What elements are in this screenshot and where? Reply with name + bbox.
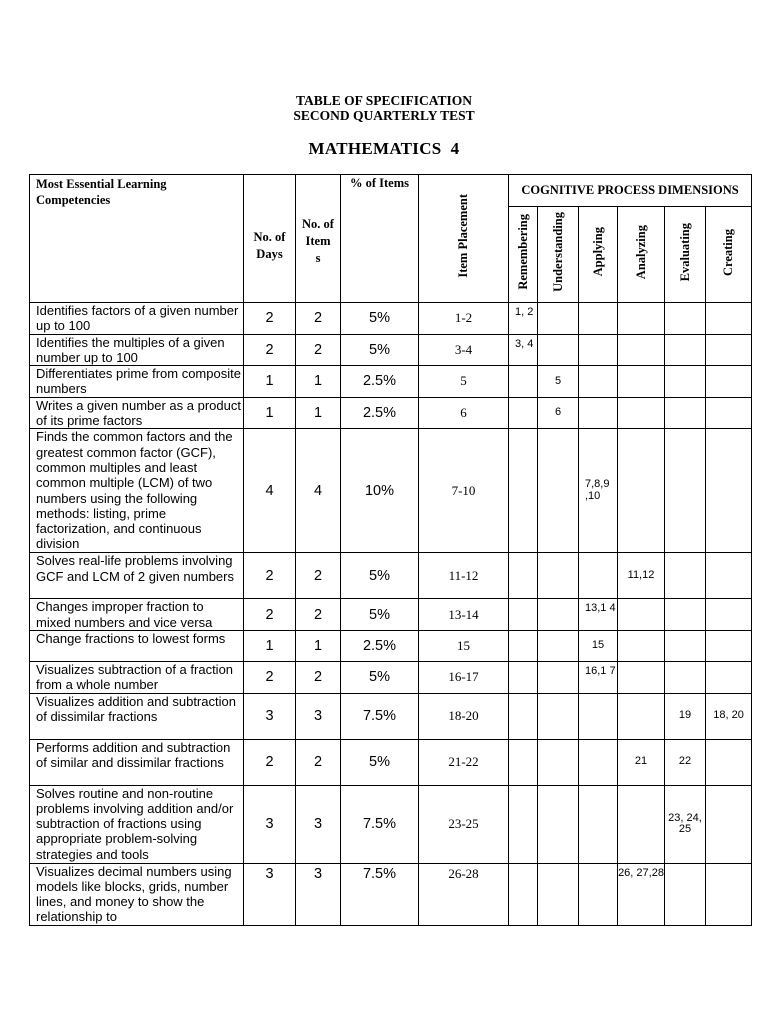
evaluating-cell: 23, 24, 25 <box>665 785 706 863</box>
analyzing-cell: 21 <box>618 739 665 785</box>
creating-cell <box>706 553 752 599</box>
evaluating-cell <box>665 630 706 661</box>
remembering-cell <box>509 429 538 553</box>
days-cell: 4 <box>244 429 296 553</box>
days-cell: 1 <box>244 630 296 661</box>
evaluating-cell <box>665 429 706 553</box>
analyzing-cell: 26, 27,28 <box>618 863 665 925</box>
evaluating-cell <box>665 863 706 925</box>
analyzing-cell: 11,12 <box>618 553 665 599</box>
placement-cell: 16-17 <box>419 661 509 693</box>
percent-cell: 5% <box>341 553 419 599</box>
remembering-cell <box>509 553 538 599</box>
evaluating-cell <box>665 553 706 599</box>
table-row <box>30 599 752 631</box>
days-cell: 2 <box>244 303 296 335</box>
understanding-cell <box>538 630 579 661</box>
competency-cell: Change fractions to lowest forms <box>30 630 244 661</box>
days-cell: 2 <box>244 739 296 785</box>
understanding-cell <box>538 661 579 693</box>
header-analyzing: Analyzing <box>618 207 665 303</box>
percent-cell: 5% <box>341 661 419 693</box>
creating-cell <box>706 429 752 553</box>
remembering-cell: 1, 2 <box>509 303 538 335</box>
items-cell: 3 <box>296 863 341 925</box>
placement-cell: 5 <box>419 366 509 398</box>
table-row <box>30 553 752 599</box>
understanding-cell <box>538 863 579 925</box>
header-understanding: Understanding <box>538 207 579 303</box>
remembering-cell <box>509 693 538 739</box>
placement-cell: 11-12 <box>419 553 509 599</box>
analyzing-cell <box>618 630 665 661</box>
table-row <box>30 630 752 661</box>
analyzing-cell <box>618 599 665 631</box>
understanding-cell <box>538 599 579 631</box>
items-cell: 1 <box>296 397 341 429</box>
creating-cell <box>706 334 752 366</box>
items-cell: 2 <box>296 661 341 693</box>
header-days: No. of Days <box>244 175 296 303</box>
applying-cell <box>579 693 618 739</box>
applying-cell: 7,8,9 ,10 <box>579 429 618 553</box>
days-cell: 3 <box>244 785 296 863</box>
items-cell: 3 <box>296 785 341 863</box>
analyzing-cell <box>618 397 665 429</box>
items-cell: 1 <box>296 366 341 398</box>
days-cell: 3 <box>244 863 296 925</box>
evaluating-cell: 19 <box>665 693 706 739</box>
competency-cell: Visualizes addition and subtraction of dissimilar fractions <box>30 693 244 739</box>
placement-cell: 7-10 <box>419 429 509 553</box>
analyzing-cell <box>618 334 665 366</box>
table-row <box>30 693 752 739</box>
competency-cell: Differentiates prime from composite numbers <box>30 366 244 398</box>
percent-cell: 5% <box>341 599 419 631</box>
placement-cell: 26-28 <box>419 863 509 925</box>
remembering-cell <box>509 785 538 863</box>
days-cell: 2 <box>244 661 296 693</box>
header-applying: Applying <box>579 207 618 303</box>
applying-cell <box>579 303 618 335</box>
remembering-cell <box>509 366 538 398</box>
subject-title: MATHEMATICS 4 <box>308 139 460 158</box>
items-cell: 2 <box>296 739 341 785</box>
placement-cell: 15 <box>419 630 509 661</box>
understanding-cell <box>538 334 579 366</box>
understanding-cell <box>538 429 579 553</box>
competency-cell: Writes a given number as a product of its prime factors <box>30 397 244 429</box>
competency-cell: Solves routine and non-routine problems involving addition and/or subtraction of fractions using appropriate problem-solving strategies and tools <box>30 785 244 863</box>
competency-cell: Finds the common factors and the greatest common factor (GCF), common multiples and least common multiple (LCM) of two numbers using the following methods: listing, prime factorization, and continuous division <box>30 429 244 553</box>
percent-cell: 2.5% <box>341 366 419 398</box>
items-cell: 3 <box>296 693 341 739</box>
table-row <box>30 785 752 863</box>
evaluating-cell <box>665 366 706 398</box>
items-cell: 2 <box>296 334 341 366</box>
table-row <box>30 397 752 429</box>
applying-cell <box>579 739 618 785</box>
understanding-cell <box>538 693 579 739</box>
table-row <box>30 366 752 398</box>
percent-cell: 7.5% <box>341 785 419 863</box>
creating-cell: 18, 20 <box>706 693 752 739</box>
document-subtitle: SECOND QUARTERLY TEST <box>293 108 475 123</box>
items-cell: 2 <box>296 303 341 335</box>
header-competencies: Most Essential Learning Competencies <box>30 175 244 303</box>
competency-cell: Solves real-life problems involving GCF and LCM of 2 given numbers <box>30 553 244 599</box>
placement-cell: 23-25 <box>419 785 509 863</box>
analyzing-cell <box>618 366 665 398</box>
placement-cell: 6 <box>419 397 509 429</box>
creating-cell <box>706 785 752 863</box>
understanding-cell <box>538 785 579 863</box>
specification-table <box>29 174 752 926</box>
remembering-cell <box>509 863 538 925</box>
percent-cell: 5% <box>341 303 419 335</box>
remembering-cell <box>509 397 538 429</box>
header-percent: % of Items <box>341 175 419 303</box>
document-title: TABLE OF SPECIFICATION <box>295 93 473 108</box>
applying-cell: 13,1 4 <box>579 599 618 631</box>
items-cell: 2 <box>296 553 341 599</box>
header-evaluating: Evaluating <box>665 207 706 303</box>
days-cell: 2 <box>244 553 296 599</box>
percent-cell: 2.5% <box>341 397 419 429</box>
table-row <box>30 303 752 335</box>
creating-cell <box>706 599 752 631</box>
creating-cell <box>706 630 752 661</box>
items-cell: 2 <box>296 599 341 631</box>
percent-cell: 7.5% <box>341 863 419 925</box>
competency-cell: Visualizes decimal numbers using models like blocks, grids, number lines, and money to show the relationship to <box>30 863 244 925</box>
applying-cell <box>579 334 618 366</box>
remembering-cell: 3, 4 <box>509 334 538 366</box>
items-cell: 4 <box>296 429 341 553</box>
analyzing-cell <box>618 693 665 739</box>
days-cell: 3 <box>244 693 296 739</box>
evaluating-cell <box>665 397 706 429</box>
percent-cell: 10% <box>341 429 419 553</box>
applying-cell <box>579 397 618 429</box>
header-remembering: Remembering <box>509 207 538 303</box>
header-cognitive: COGNITIVE PROCESS DIMENSIONS <box>509 175 752 207</box>
understanding-cell <box>538 739 579 785</box>
evaluating-cell <box>665 661 706 693</box>
placement-cell: 3-4 <box>419 334 509 366</box>
applying-cell: 15 <box>579 630 618 661</box>
header-placement: Item Placement <box>419 175 509 303</box>
table-row <box>30 334 752 366</box>
header-creating: Creating <box>706 207 752 303</box>
evaluating-cell: 22 <box>665 739 706 785</box>
analyzing-cell <box>618 661 665 693</box>
placement-cell: 18-20 <box>419 693 509 739</box>
competency-cell: Changes improper fraction to mixed numbers and vice versa <box>30 599 244 631</box>
creating-cell <box>706 863 752 925</box>
remembering-cell <box>509 630 538 661</box>
table-row <box>30 661 752 693</box>
evaluating-cell <box>665 303 706 335</box>
applying-cell: 16,1 7 <box>579 661 618 693</box>
applying-cell <box>579 785 618 863</box>
placement-cell: 13-14 <box>419 599 509 631</box>
percent-cell: 7.5% <box>341 693 419 739</box>
days-cell: 2 <box>244 599 296 631</box>
applying-cell <box>579 863 618 925</box>
creating-cell <box>706 366 752 398</box>
understanding-cell: 5 <box>538 366 579 398</box>
understanding-cell: 6 <box>538 397 579 429</box>
placement-cell: 21-22 <box>419 739 509 785</box>
competency-cell: Performs addition and subtraction of similar and dissimilar fractions <box>30 739 244 785</box>
creating-cell <box>706 661 752 693</box>
creating-cell <box>706 739 752 785</box>
competency-cell: Identifies the multiples of a given number up to 100 <box>30 334 244 366</box>
evaluating-cell <box>665 599 706 631</box>
percent-cell: 2.5% <box>341 630 419 661</box>
evaluating-cell <box>665 334 706 366</box>
days-cell: 1 <box>244 366 296 398</box>
days-cell: 1 <box>244 397 296 429</box>
days-cell: 2 <box>244 334 296 366</box>
items-cell: 1 <box>296 630 341 661</box>
analyzing-cell <box>618 429 665 553</box>
table-row <box>30 863 752 925</box>
table-row <box>30 429 752 553</box>
remembering-cell <box>509 661 538 693</box>
creating-cell <box>706 397 752 429</box>
analyzing-cell <box>618 303 665 335</box>
understanding-cell <box>538 553 579 599</box>
competency-cell: Identifies factors of a given number up to 100 <box>30 303 244 335</box>
creating-cell <box>706 303 752 335</box>
understanding-cell <box>538 303 579 335</box>
remembering-cell <box>509 599 538 631</box>
placement-cell: 1-2 <box>419 303 509 335</box>
analyzing-cell <box>618 785 665 863</box>
percent-cell: 5% <box>341 334 419 366</box>
remembering-cell <box>509 739 538 785</box>
header-items: No. of Item s <box>296 175 341 303</box>
applying-cell <box>579 553 618 599</box>
applying-cell <box>579 366 618 398</box>
competency-cell: Visualizes subtraction of a fraction from a whole number <box>30 661 244 693</box>
percent-cell: 5% <box>341 739 419 785</box>
table-row <box>30 739 752 785</box>
